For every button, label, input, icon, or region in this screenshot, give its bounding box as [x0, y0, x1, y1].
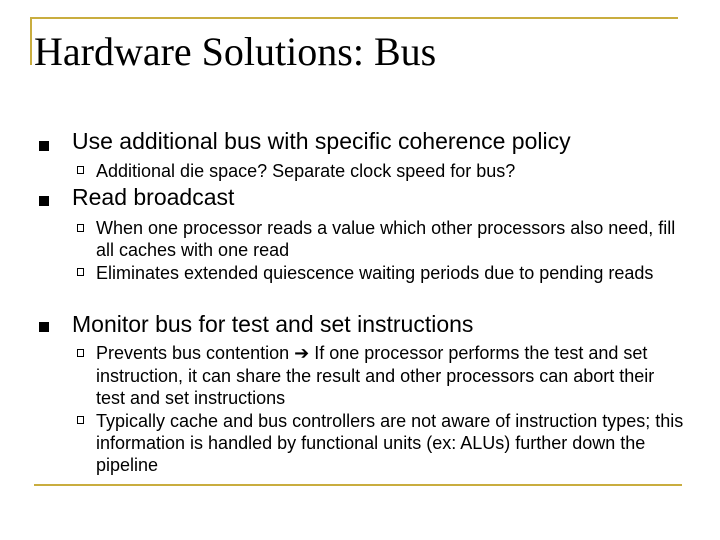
bullet-3-sub-2: Typically cache and bus controllers are not aware of instruction types; this information is handled by functional units (ex: ALUs) further down the pipeline — [96, 411, 684, 475]
bullet-3-sub-1 — [96, 342, 686, 409]
bullet-2-text: Read broadcast — [72, 184, 235, 210]
square-bullet-icon — [39, 322, 49, 332]
bullet-1-sub-1: Additional die space? Separate clock speed for bus? — [96, 161, 516, 181]
left-border-line — [30, 17, 32, 65]
slide-title: Hardware Solutions: Bus — [34, 29, 437, 74]
right-arrow-icon: ➔ — [294, 343, 310, 364]
top-border-line — [30, 17, 678, 19]
square-bullet-icon — [39, 196, 49, 206]
hollow-square-bullet-icon — [77, 166, 84, 174]
bullet-1-text: Use additional bus with specific coherence policy — [72, 128, 571, 154]
hollow-square-bullet-icon — [77, 349, 84, 357]
hollow-square-bullet-icon — [77, 268, 84, 276]
bullet-3-text: Monitor bus for test and set instructions — [72, 311, 474, 337]
bullet-3-sub-1-lead: Prevents bus contention — [96, 343, 290, 363]
bottom-border-line — [34, 484, 682, 486]
hollow-square-bullet-icon — [77, 416, 84, 424]
bullet-2-sub-2: Eliminates extended quiescence waiting periods due to pending reads — [96, 263, 654, 283]
square-bullet-icon — [39, 141, 49, 151]
bullet-2-sub-1: When one processor reads a value which other processors also need, fill all caches with one read — [96, 218, 676, 260]
bullet-3-sub-1-rest: If one processor performs the test and set instruction, it can share the result and other processors can abort their test and set instructions — [96, 343, 655, 408]
hollow-square-bullet-icon — [77, 224, 84, 232]
